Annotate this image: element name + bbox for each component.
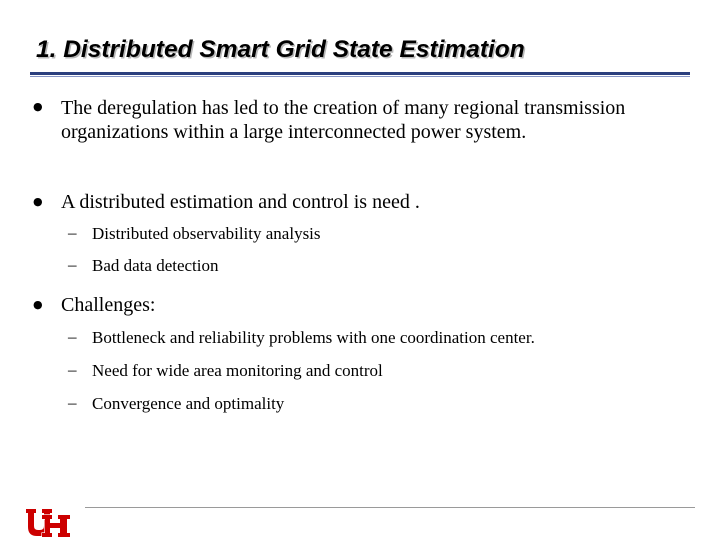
sub-bullet-marker: – xyxy=(68,360,77,379)
uh-interlocking-logo-icon xyxy=(24,506,72,538)
sub-bullet-text: Bottleneck and reliability problems with one coordination center. xyxy=(92,328,535,347)
footer-rule xyxy=(85,507,695,508)
sub-bullet-text: Need for wide area monitoring and control xyxy=(92,361,383,380)
bullet-marker: ● xyxy=(33,195,43,208)
slide-title: 1. Distributed Smart Grid State Estimation xyxy=(36,36,525,63)
sub-bullet-marker: – xyxy=(68,223,77,242)
sub-bullet-marker: – xyxy=(68,393,77,412)
sub-bullet-text: Distributed observability analysis xyxy=(92,224,321,243)
bullet-text: A distributed estimation and control is need . xyxy=(61,191,420,213)
bullet-marker: ● xyxy=(33,298,43,311)
sub-bullet-text: Bad data detection xyxy=(92,256,219,275)
bullet-marker: ● xyxy=(33,100,43,113)
sub-bullet-marker: – xyxy=(68,327,77,346)
sub-bullet-marker: – xyxy=(68,255,77,274)
bullet-text: The deregulation has led to the creation of many regional transmission organizations within a large interconnected power system. xyxy=(61,97,626,143)
bullet-text: Challenges: xyxy=(61,294,156,316)
sub-bullet-text: Convergence and optimality xyxy=(92,394,285,413)
